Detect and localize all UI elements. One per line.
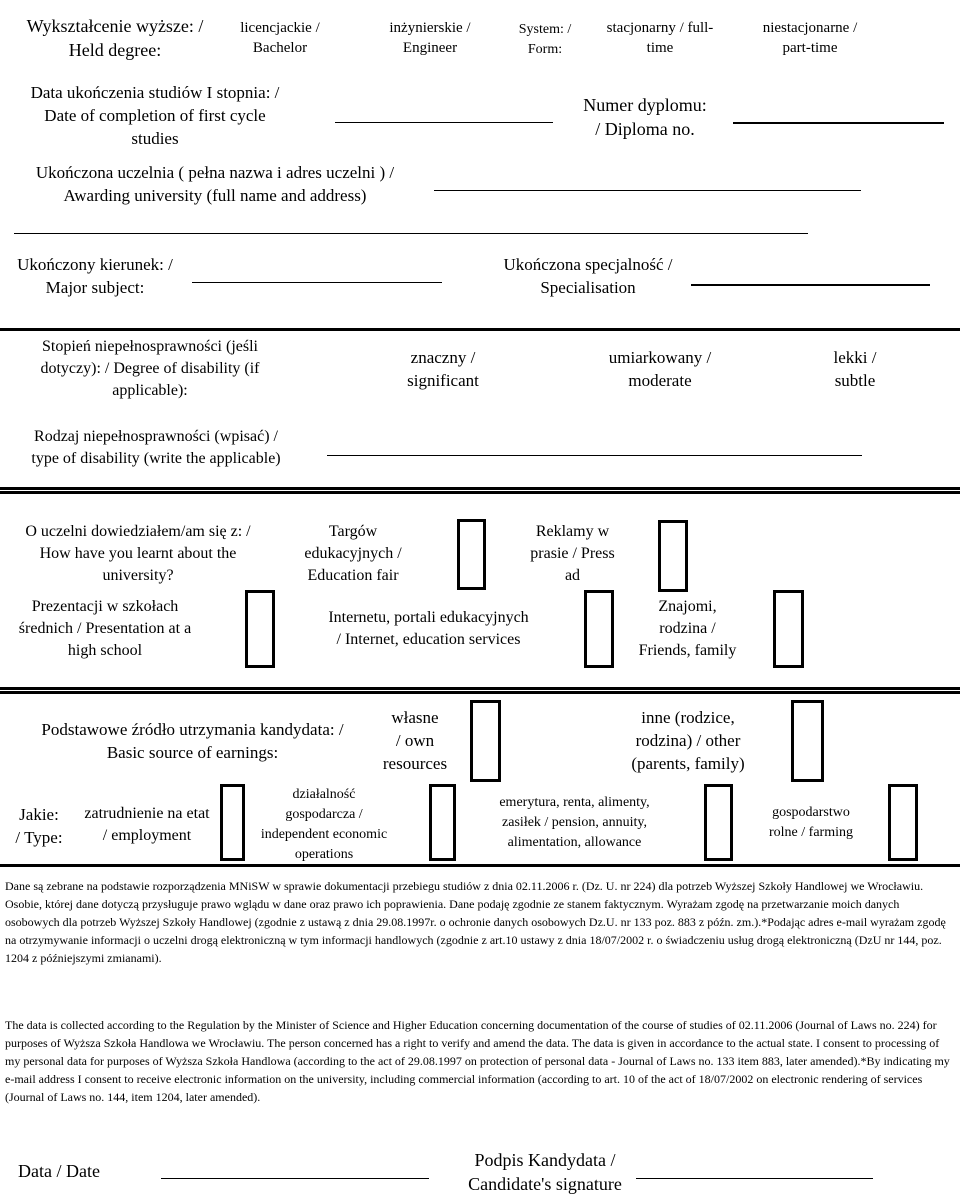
disability-significant-option[interactable]: znaczny / significant	[407, 348, 479, 390]
basic-earnings-label: Podstawowe źródło utrzymania kandydata: / Basic source of earnings:	[41, 720, 344, 762]
bachelor-option[interactable]: licencjackie / Bachelor	[240, 20, 320, 56]
signature-field[interactable]	[636, 1178, 873, 1179]
held-degree-label: Wykształcenie wyższe: / Held degree:	[26, 16, 204, 60]
earnings-farming-label: gospodarstwo rolne / farming	[769, 805, 853, 840]
source-school-checkbox[interactable]	[245, 590, 275, 668]
completion-date-label: Data ukończenia studiów I stopnia: / Date of completion of first cycle studies	[30, 83, 280, 148]
disability-degree-label: Stopień niepełnosprawności (jeśli dotyczy): / Degree of disability (if applicable):	[40, 338, 260, 399]
engineer-option[interactable]: inżynierskie / Engineer	[389, 20, 471, 56]
source-school-label: Prezentacji w szkołach średnich / Presentation at a high school	[18, 598, 192, 659]
diploma-number-label: Numer dyplomu: / Diploma no.	[583, 95, 707, 139]
specialisation-field[interactable]	[691, 284, 930, 286]
source-press-label: Reklamy w prasie / Press ad	[530, 523, 615, 584]
earnings-other-checkbox[interactable]	[791, 700, 824, 782]
source-fair-checkbox[interactable]	[457, 519, 486, 590]
earnings-business-checkbox[interactable]	[429, 784, 456, 861]
earnings-farming-checkbox[interactable]	[888, 784, 918, 861]
major-subject-field[interactable]	[192, 282, 442, 283]
legal-notice-pl: Dane są zebrane na podstawie rozporządzenia MNiSW w sprawie dokumentacji przebiegu studiów z dnia 02.11.2006 r. (Dz. U. nr 224) dla potrzeb Wyższej Szkoły Handlowej we Wrocławiu. Osobie, której dane dotyczą przysługuje prawo wglądu w dane oraz prawo ich poprawienia. Dane podaję zgodnie ze stanem faktycznym. Wyrażam zgodę na przetwarzanie moich danych osobowych dla potrzeb Wyższej Szkoły Handlowej (zgodnie z ustawą z dnia 29.08.1997r. o ochronie danych osobowych Dz.U. nr 133 poz. 883 z późn. zm.).*Podając adres e-mail wyrażam zgodę na otrzymywanie informacji o uczelni drogą elektroniczną w tym informacji handlowych (zgodnie z art.10 ustawy z dnia 18/07/2002 r. o świadczeniu usług drogą elektroniczną (DzU nr 144, poz. 1204 z późniejszymi zmianami).	[5, 879, 946, 965]
disability-subtle-option[interactable]: lekki / subtle	[833, 348, 877, 390]
major-subject-label: Ukończony kierunek: / Major subject:	[17, 255, 173, 297]
earnings-own-checkbox[interactable]	[470, 700, 501, 782]
study-form-label: System: / Form:	[518, 22, 572, 57]
earnings-other-label: inne (rodzice, rodzina) / other (parents, family)	[631, 708, 745, 773]
source-internet-label: Internetu, portali edukacyjnych / Internet, education services	[328, 609, 529, 648]
source-internet-checkbox[interactable]	[584, 590, 614, 668]
source-press-checkbox[interactable]	[658, 520, 688, 592]
earnings-pension-checkbox[interactable]	[704, 784, 733, 861]
disability-type-label: Rodzaj niepełnosprawności (wpisać) / type of disability (write the applicable)	[31, 428, 281, 467]
parttime-option[interactable]: niestacjonarne / part-time	[762, 20, 858, 56]
source-question-label: O uczelni dowiedziałem/am się z: / How have you learnt about the university?	[25, 523, 251, 584]
completion-date-field[interactable]	[335, 122, 553, 123]
earnings-employment-label: zatrudnienie na etat / employment	[84, 805, 210, 844]
source-friends-checkbox[interactable]	[773, 590, 804, 668]
university-field-continued[interactable]	[14, 233, 808, 234]
signature-label: Podpis Kandydata / Candidate's signature	[468, 1150, 622, 1194]
earnings-employment-checkbox[interactable]	[220, 784, 245, 861]
university-field[interactable]	[434, 190, 861, 191]
source-friends-label: Znajomi, rodzina / Friends, family	[638, 598, 737, 659]
university-label: Ukończona uczelnia ( pełna nazwa i adres uczelni ) / Awarding university (full name and address)	[35, 163, 395, 205]
fulltime-option[interactable]: stacjonarny / full- time	[606, 20, 714, 56]
legal-notice-en: The data is collected according to the Regulation by the Minister of Science and Higher Education concerning documentation of the course of studies of 02.11.2006 (Journal of Laws no. 224) for purposes of Wyższa Szkoła Handlowa we Wrocławiu. The person concerned has a right to verify and amend the data. The data is given in accordance to the actual state. I consent to processing of my personal data for purposes of Wyższa Szkoła Handlowa (according to the act of 29.08.1997 on protection of personal data - Journal of Laws no. 133 item 883, later amended).*By indicating my e-mail address I consent to receive electronic information on the university, including commercial information (according to art. 10 of the act of 18/07/2002 on electronic rendering of services (Journal of Laws no. 144, item 1204, later amended).	[5, 1018, 950, 1104]
disability-moderate-option[interactable]: umiarkowany / moderate	[608, 348, 712, 390]
source-fair-label: Targów edukacyjnych / Education fair	[304, 523, 402, 584]
earnings-business-label: działalność gospodarcza / independent economic operations	[260, 787, 388, 862]
date-field[interactable]	[161, 1178, 429, 1179]
disability-type-field[interactable]	[327, 455, 862, 456]
diploma-number-field[interactable]	[733, 122, 944, 124]
earnings-pension-label: emerytura, renta, alimenty, zasiłek / pension, annuity, alimentation, allowance	[499, 795, 650, 850]
earnings-type-label: Jakie: / Type:	[15, 805, 63, 847]
specialisation-label: Ukończona specjalność / Specialisation	[503, 255, 673, 297]
date-label: Data / Date	[18, 1161, 100, 1181]
earnings-own-label: własne / own resources	[382, 708, 448, 773]
